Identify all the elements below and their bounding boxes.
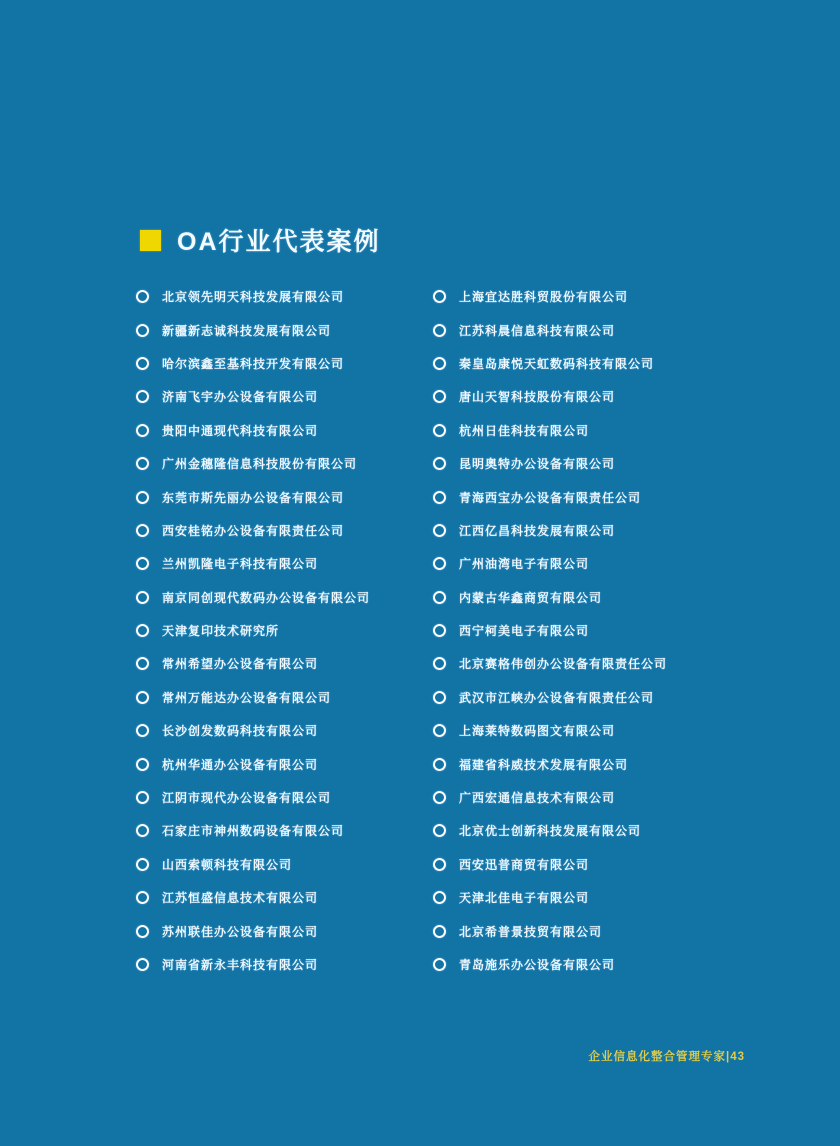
circle-bullet-icon bbox=[433, 424, 446, 437]
circle-bullet-icon bbox=[433, 958, 446, 971]
circle-bullet-icon bbox=[136, 390, 149, 403]
circle-bullet-icon bbox=[136, 624, 149, 637]
circle-bullet-icon bbox=[136, 290, 149, 303]
company-name: 杭州华通办公设备有限公司 bbox=[162, 757, 319, 772]
company-name: 新疆新志诚科技发展有限公司 bbox=[162, 323, 332, 338]
company-name: 南京同创现代数码办公设备有限公司 bbox=[162, 590, 371, 605]
circle-bullet-icon bbox=[136, 925, 149, 938]
list-item bbox=[136, 681, 426, 714]
company-name: 广西宏通信息技术有限公司 bbox=[459, 791, 616, 806]
company-name: 江苏恒盛信息技术有限公司 bbox=[162, 891, 319, 906]
company-name: 西安桂铭办公设备有限责任公司 bbox=[162, 523, 345, 538]
page-title: OA行业代表案例 bbox=[177, 228, 381, 256]
circle-bullet-icon bbox=[433, 591, 446, 604]
circle-bullet-icon bbox=[136, 557, 149, 570]
circle-bullet-icon bbox=[136, 324, 149, 337]
company-name: 山西索顿科技有限公司 bbox=[162, 857, 293, 872]
company-name: 贵阳中通现代科技有限公司 bbox=[162, 423, 319, 438]
list-item bbox=[433, 914, 743, 947]
circle-bullet-icon bbox=[136, 824, 149, 837]
list-item bbox=[136, 714, 426, 747]
circle-bullet-icon bbox=[433, 791, 446, 804]
circle-bullet-icon bbox=[433, 624, 446, 637]
company-name: 北京赛格伟创办公设备有限责任公司 bbox=[459, 657, 668, 672]
company-name: 广州油湾电子有限公司 bbox=[459, 557, 590, 572]
company-name: 秦皇岛康悦天虹数码科技有限公司 bbox=[459, 356, 655, 371]
page-title-row bbox=[140, 222, 381, 258]
circle-bullet-icon bbox=[136, 691, 149, 704]
circle-bullet-icon bbox=[136, 524, 149, 537]
company-name: 上海莱特数码图文有限公司 bbox=[459, 724, 616, 739]
list-item bbox=[136, 280, 426, 313]
circle-bullet-icon bbox=[433, 858, 446, 871]
list-item bbox=[136, 814, 426, 847]
company-name: 青海西宝办公设备有限责任公司 bbox=[459, 490, 642, 505]
list-item bbox=[136, 347, 426, 380]
company-name: 兰州凯隆电子科技有限公司 bbox=[162, 557, 319, 572]
list-item bbox=[136, 647, 426, 680]
company-name: 内蒙古华鑫商贸有限公司 bbox=[459, 590, 603, 605]
circle-bullet-icon bbox=[433, 557, 446, 570]
list-item bbox=[433, 714, 743, 747]
company-name: 北京希普景技贸有限公司 bbox=[459, 924, 603, 939]
company-name: 福建省科威技术发展有限公司 bbox=[459, 757, 629, 772]
circle-bullet-icon bbox=[433, 657, 446, 670]
circle-bullet-icon bbox=[136, 657, 149, 670]
company-name: 江苏科晨信息科技有限公司 bbox=[459, 323, 616, 338]
list-item bbox=[433, 848, 743, 881]
circle-bullet-icon bbox=[433, 390, 446, 403]
circle-bullet-icon bbox=[433, 758, 446, 771]
list-item bbox=[433, 581, 743, 614]
company-name: 唐山天智科技股份有限公司 bbox=[459, 390, 616, 405]
list-item bbox=[136, 380, 426, 413]
list-item bbox=[136, 948, 426, 981]
company-name: 天津北佳电子有限公司 bbox=[459, 891, 590, 906]
company-name: 常州希望办公设备有限公司 bbox=[162, 657, 319, 672]
company-name: 苏州联佳办公设备有限公司 bbox=[162, 924, 319, 939]
list-item bbox=[433, 747, 743, 780]
list-item bbox=[433, 547, 743, 580]
company-name: 济南飞宇办公设备有限公司 bbox=[162, 390, 319, 405]
company-name: 常州万能达办公设备有限公司 bbox=[162, 690, 332, 705]
company-name: 昆明奥特办公设备有限公司 bbox=[459, 457, 616, 472]
list-item bbox=[136, 414, 426, 447]
list-item bbox=[433, 347, 743, 380]
list-item bbox=[136, 480, 426, 513]
company-name: 天津复印技术研究所 bbox=[162, 624, 280, 639]
list-item bbox=[433, 647, 743, 680]
company-name: 长沙创发数码科技有限公司 bbox=[162, 724, 319, 739]
list-item bbox=[136, 447, 426, 480]
list-item bbox=[136, 914, 426, 947]
circle-bullet-icon bbox=[433, 691, 446, 704]
list-item bbox=[136, 747, 426, 780]
circle-bullet-icon bbox=[433, 357, 446, 370]
list-item bbox=[433, 681, 743, 714]
company-name: 石家庄市神州数码设备有限公司 bbox=[162, 824, 345, 839]
list-item bbox=[433, 948, 743, 981]
list-item bbox=[433, 614, 743, 647]
circle-bullet-icon bbox=[136, 357, 149, 370]
list-item bbox=[433, 447, 743, 480]
list-item bbox=[136, 614, 426, 647]
company-name: 北京优士创新科技发展有限公司 bbox=[459, 824, 642, 839]
circle-bullet-icon bbox=[433, 724, 446, 737]
list-item bbox=[433, 414, 743, 447]
title-square-bullet-icon bbox=[140, 230, 161, 251]
circle-bullet-icon bbox=[433, 925, 446, 938]
company-name: 江阴市现代办公设备有限公司 bbox=[162, 791, 332, 806]
footer-text: 企业信息化整合管理专家|43 bbox=[588, 1051, 745, 1063]
list-item bbox=[433, 380, 743, 413]
company-name: 西宁柯美电子有限公司 bbox=[459, 624, 590, 639]
company-name: 广州金穗隆信息科技股份有限公司 bbox=[162, 457, 358, 472]
list-item bbox=[433, 480, 743, 513]
circle-bullet-icon bbox=[136, 958, 149, 971]
circle-bullet-icon bbox=[433, 324, 446, 337]
list-item bbox=[136, 581, 426, 614]
list-item bbox=[136, 781, 426, 814]
company-name: 哈尔滨鑫至基科技开发有限公司 bbox=[162, 356, 345, 371]
circle-bullet-icon bbox=[136, 424, 149, 437]
circle-bullet-icon bbox=[136, 758, 149, 771]
page-footer bbox=[588, 1048, 745, 1064]
list-item bbox=[136, 547, 426, 580]
circle-bullet-icon bbox=[433, 290, 446, 303]
company-name: 西安迅普商贸有限公司 bbox=[459, 857, 590, 872]
list-item bbox=[136, 514, 426, 547]
company-name: 北京领先明天科技发展有限公司 bbox=[162, 290, 345, 305]
company-name: 东莞市斯先丽办公设备有限公司 bbox=[162, 490, 345, 505]
circle-bullet-icon bbox=[433, 457, 446, 470]
list-item bbox=[136, 881, 426, 914]
list-item bbox=[433, 514, 743, 547]
circle-bullet-icon bbox=[433, 524, 446, 537]
list-item bbox=[433, 280, 743, 313]
list-item bbox=[136, 848, 426, 881]
company-name: 河南省新永丰科技有限公司 bbox=[162, 958, 319, 972]
circle-bullet-icon bbox=[433, 824, 446, 837]
list-item bbox=[136, 313, 426, 346]
circle-bullet-icon bbox=[433, 491, 446, 504]
list-item bbox=[433, 881, 743, 914]
company-list-left bbox=[136, 280, 426, 981]
company-name: 江西亿昌科技发展有限公司 bbox=[459, 523, 616, 538]
company-name: 武汉市江峡办公设备有限责任公司 bbox=[459, 690, 655, 705]
company-list-right bbox=[433, 280, 743, 981]
circle-bullet-icon bbox=[136, 457, 149, 470]
circle-bullet-icon bbox=[136, 891, 149, 904]
company-name: 青岛施乐办公设备有限公司 bbox=[459, 958, 616, 972]
company-name: 杭州日佳科技有限公司 bbox=[459, 423, 590, 438]
circle-bullet-icon bbox=[136, 791, 149, 804]
list-item bbox=[433, 814, 743, 847]
circle-bullet-icon bbox=[136, 591, 149, 604]
circle-bullet-icon bbox=[136, 724, 149, 737]
circle-bullet-icon bbox=[136, 858, 149, 871]
list-item bbox=[433, 313, 743, 346]
circle-bullet-icon bbox=[433, 891, 446, 904]
company-name: 上海宜达胜科贸股份有限公司 bbox=[459, 290, 629, 305]
list-item bbox=[433, 781, 743, 814]
circle-bullet-icon bbox=[136, 491, 149, 504]
